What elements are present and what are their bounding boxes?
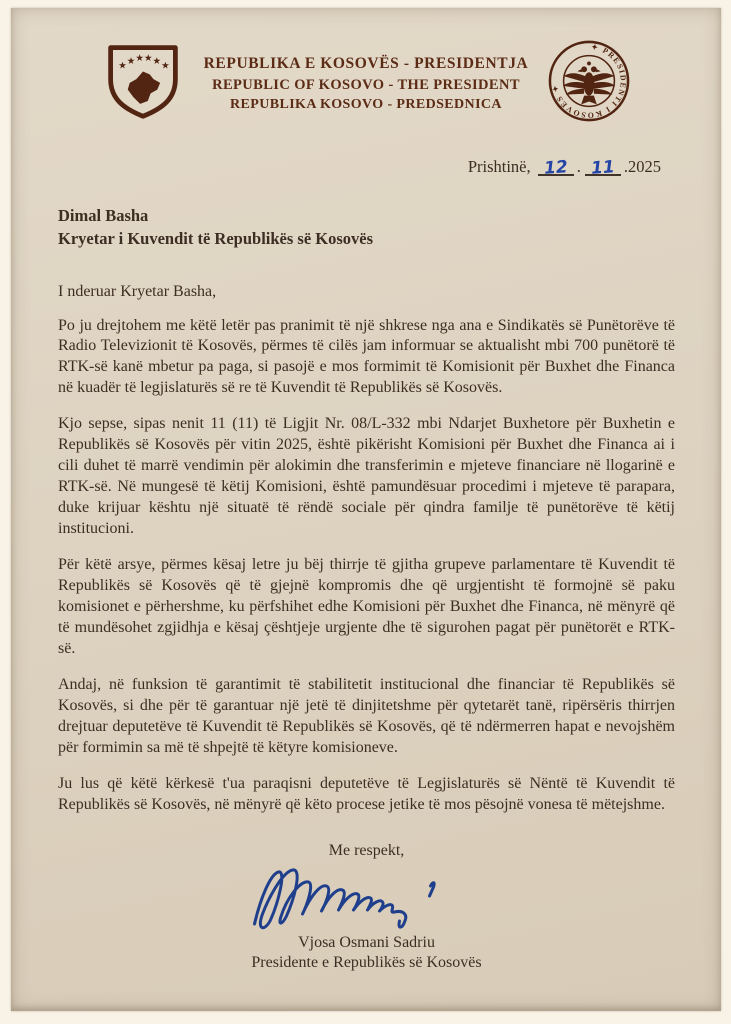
paragraph-1: Po ju drejtohem me këtë letër pas pranimit të një shkrese nga ana e Sindikatës së Punëtorëve të Radio Televizionit të Kosovës, përmes të cilës jam informuar se aktualisht mbi 700 punëtorë të RTK-së kanë mbetur pa paga, si pasojë e mos formimit të Komisionit për Buxhet dhe Financa në kuadër të legjislaturës së re të Kuvendit të Republikës së Kosovës. (58, 316, 675, 397)
svg-text:★: ★ (152, 56, 161, 67)
svg-text:✦ PRESIDENTI I KOSOVËS ✦: ✦ PRESIDENTI I KOSOVËS ✦ (550, 42, 629, 120)
letterhead-titles (204, 53, 529, 114)
paragraph-2: Kjo sepse, sipas nenit 11 (11) të Ligjit Nr. 08/L-332 mbi Ndarjet Buxhetore për Buxhetin e Republikës së Kosovës për vitin 2025, është pikërisht Komisioni për Buxhet dhe Financa ai i cili duhet të marrë vendimin për alokimin dhe transferimin e mjeteve financiare në llogarinë e RTK-së. Në mungesë të këtij Komisioni, është pamundësuar procedimi i mjeteve të parapara, duke krijuar kështu një situatë të rëndë sociale për qindra familje të punëtorëve të këtij institucioni. (58, 415, 675, 538)
paragraph-5: Ju lus që këtë kërkesë t'ua paraqisni deputetëve të Legjislaturës së Nëntë të Kuvendit të Republikës së Kosovës, në mënyrë që këto procese jetike të mos pësojnë vonesa të mëtejshme. (58, 774, 675, 813)
signer-title: Presidente e Republikës së Kosovës (251, 953, 482, 971)
letterhead (11, 40, 721, 127)
date-separator: . (576, 157, 582, 176)
title-english: REPUBLIC OF KOSOVO - THE PRESIDENT (212, 76, 520, 93)
handwritten-day: 12 (543, 157, 569, 179)
svg-text:★: ★ (160, 61, 170, 72)
salutation: I nderuar Kryetar Basha, (58, 282, 217, 300)
place-date-line (11, 157, 721, 177)
year-label: .2025 (623, 157, 661, 176)
svg-text:★: ★ (126, 56, 135, 67)
recipient-title: Kryetar i Kuvendit të Republikës së Kosovës (58, 228, 374, 248)
signature-icon (234, 858, 484, 938)
title-serbian: REPUBLIKA KOSOVO - PREDSEDNICA (230, 96, 502, 112)
city-label: Prishtinë, (467, 157, 531, 176)
kosovo-shield-emblem-icon (102, 41, 184, 126)
handwritten-month: 11 (590, 157, 616, 179)
signer-name: Vjosa Osmani Sadriu (298, 933, 435, 951)
svg-text:★: ★ (135, 54, 144, 64)
letter-page (11, 8, 721, 1011)
svg-text:★: ★ (117, 61, 127, 72)
day-blank (538, 157, 574, 179)
svg-text:★: ★ (143, 54, 153, 64)
closing-block (58, 842, 675, 972)
title-albanian: REPUBLIKA E KOSOVËS - PRESIDENTJA (203, 55, 529, 73)
recipient-block (58, 205, 675, 251)
recipient-name: Dimal Basha (58, 206, 149, 225)
paragraph-4: Andaj, në funksion të garantimit të stabilitetit institucional dhe financiar të Republikës së Kosovës, si dhe për të garantuar një jetë të dinjitetshme për qytetarët tanë, ripërsëris thirrjen drejtuar deputetëve të Kuvendit të Republikës së Kosovës, që të ndërmerren hapat e nevojshëm për formimin sa më të shpejtë të këtyre komisioneve. (58, 675, 675, 756)
closing-respect: Me respekt, (328, 841, 405, 859)
presidential-seal-icon (548, 40, 630, 127)
signature-area (58, 862, 675, 940)
paragraph-3: Për këtë arsye, përmes kësaj letre ju bëj thirrje të gjitha grupeve parlamentare të Kuvendit të Republikës së Kosovës që të gjejnë kompromis dhe që urgjentisht të formojnë së paku komisionet e përhershme, ku përfshihet edhe Komisioni për Buxhet dhe Financa, në mënyrë që të mundësohet zgjidhja e kësaj çështjeje urgjente dhe të sigurohen pagat për punëtorët e RTK-së. (58, 556, 675, 657)
month-blank (585, 157, 621, 179)
letter-body (11, 205, 721, 972)
